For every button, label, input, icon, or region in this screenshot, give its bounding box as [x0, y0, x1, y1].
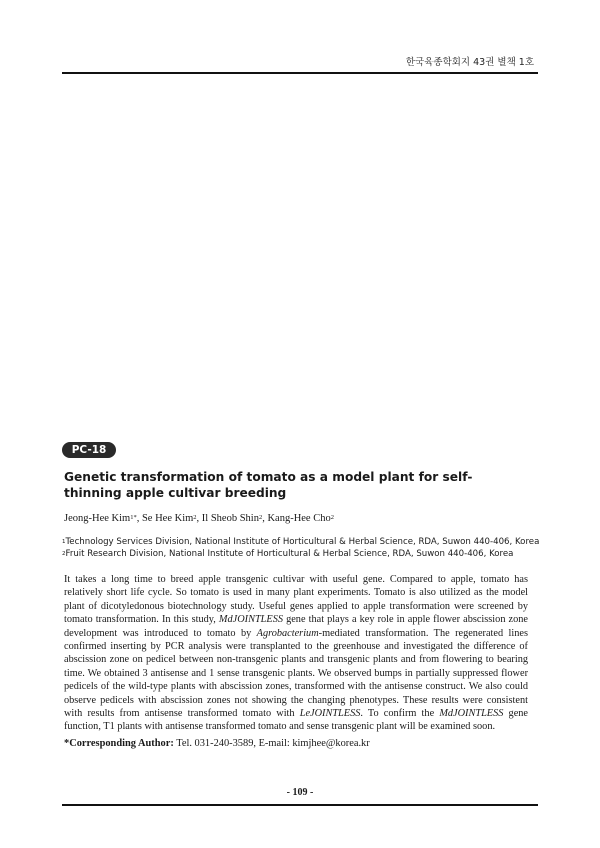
abstract-body — [64, 573, 528, 734]
gene-name: MdJOINTLESS — [218, 614, 283, 626]
author-affil-mark: 2 — [193, 514, 197, 521]
author-affil-mark: 1* — [130, 514, 137, 521]
author-list — [64, 512, 534, 526]
poster-code-badge: PC-18 — [62, 442, 116, 458]
organism-name: Agrobacterium — [256, 627, 319, 639]
author-affil-mark: 2 — [330, 514, 334, 521]
corresponding-author — [64, 737, 534, 751]
author-affil-mark: 2 — [258, 514, 263, 521]
abstract-text: . To confirm the — [360, 708, 440, 720]
affiliation-1 — [62, 536, 542, 548]
header-rule — [62, 72, 538, 74]
page-number: - 109 - — [286, 787, 314, 798]
author-separator: , — [136, 513, 142, 524]
abstract-text: gene that plays a key role in apple flower abscission zone development was introduced to tomato by — [64, 614, 528, 639]
footer-rule — [62, 804, 538, 806]
affiliation-2 — [62, 548, 542, 560]
corresponding-label: *Corresponding Author: — [64, 738, 174, 749]
gene-name: MdJOINTLESS — [439, 708, 504, 720]
author-name: Il Sheob Shin — [201, 513, 259, 524]
affiliation-mark: 1 — [62, 539, 66, 545]
abstract-text: -mediated transformation. The regenerated lines confirmed inserting by PCR analysis were transplanted to the greenhouse and investigated the difference of abscission zone on pedicel between non-transgenic plants and transgenic plants and from flowering to bearing time. We obtained 3 antisense and 1 sense transgenic plants. We observed bumps in partially suppressed flower pedicels of the wild-type plants with abscission zones, transformed with the antisense construct. We also could observe pedicels with abscission zones not showing the changing phenotypes. These results were consistent with results from antisense transformed tomato with — [64, 627, 528, 720]
abstract-text: gene function, T1 plants with antisense transformed tomato and sense transgenic plant will be examined soon. — [64, 708, 528, 733]
author-separator: , — [196, 513, 202, 524]
paper-title: Genetic transformation of tomato as a model plant for self-thinning apple cultivar breeding — [64, 470, 473, 500]
affiliation-mark: 2 — [62, 551, 66, 557]
gene-name: LeJOINTLESS — [299, 708, 361, 720]
abstract-text: It takes a long time to breed apple transgenic cultivar with useful gene. Compared to apple, tomato has relatively short life cycle. So tomato is used in many plant experiments. Tomato is also utilized as the model plant of dicotyledonous biotechnology study. Useful genes applied to apple transformation were screened by tomato transformation. In this study, — [64, 574, 528, 626]
author-name: Kang-Hee Cho — [267, 513, 331, 524]
author-name: Se Hee Kim — [141, 513, 194, 524]
affiliation-text: Fruit Research Division, National Institute of Horticultural & Herbal Science, RDA, Suwon 440-406, Korea — [65, 549, 514, 559]
author-name: Jeong-Hee Kim — [64, 513, 131, 524]
affiliation-text: Technology Services Division, National Institute of Horticultural & Herbal Science, RDA, Suwon 440-406, Korea — [65, 537, 540, 547]
corresponding-contact: Tel. 031-240-3589, E-mail: kimjhee@korea.kr — [173, 738, 370, 749]
author-separator: , — [262, 513, 268, 524]
running-header: 한국육종학회지 43권 별책 1호 — [405, 57, 534, 68]
